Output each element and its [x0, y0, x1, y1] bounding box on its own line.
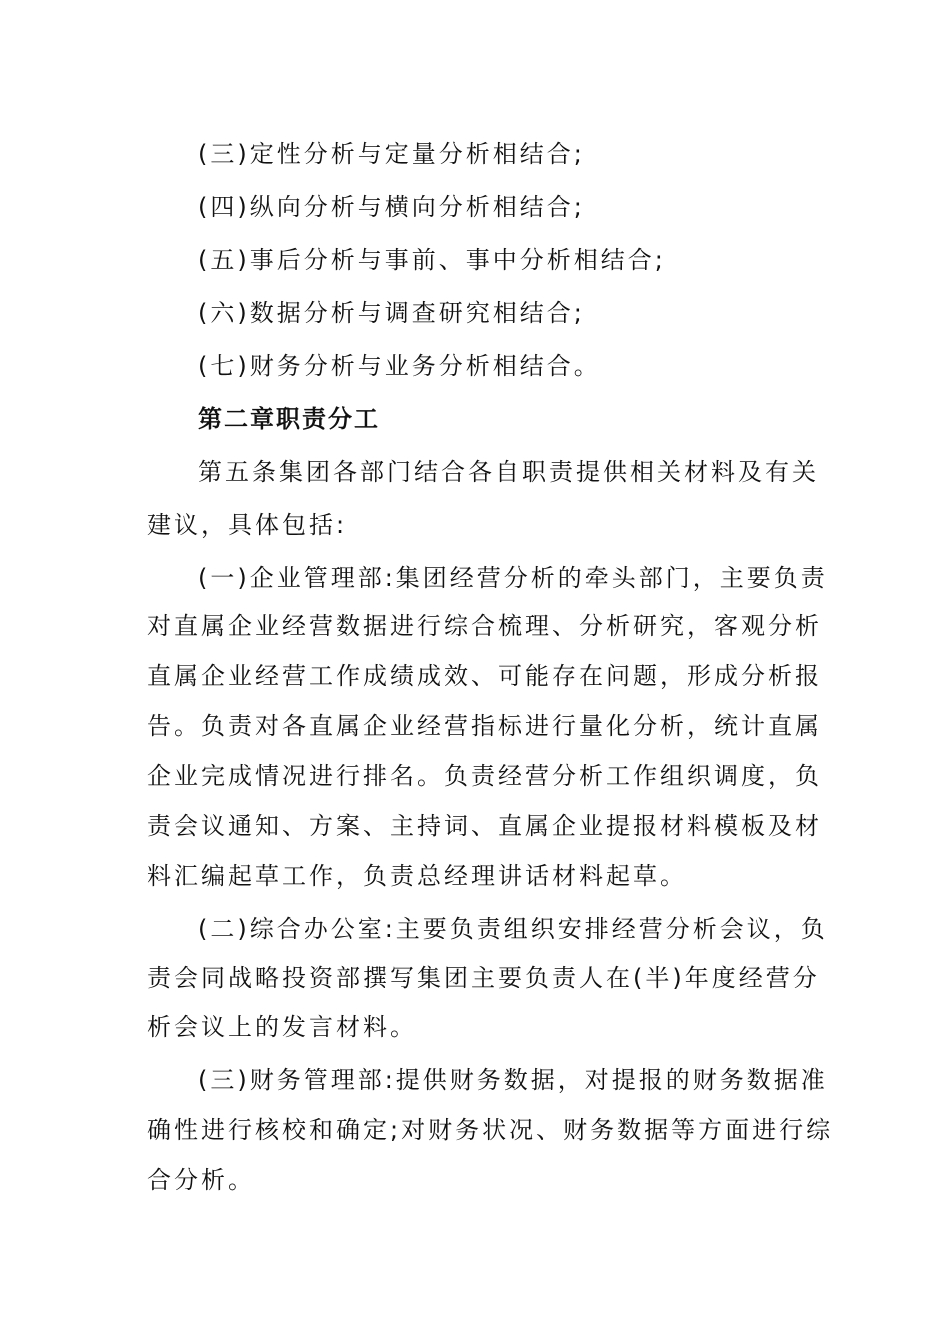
article-5-line-2: 建议，具体包括: [147, 511, 348, 539]
enterprise-management-line-1: (一)企业管理部:集团经营分析的牵头部门，主要负责 [198, 564, 828, 592]
chapter-heading: 第二章职责分工 [198, 405, 380, 433]
enterprise-management-line-3: 直属企业经营工作成绩成效、可能存在问题，形成分析报 [147, 662, 822, 690]
enterprise-management-line-5: 企业完成情况进行排名。负责经营分析工作组织调度，负 [147, 762, 822, 790]
enterprise-management-line-4: 告。负责对各直属企业经营指标进行量化分析，统计直属 [147, 712, 822, 740]
enterprise-management-line-6: 责会议通知、方案、主持词、直属企业提报材料模板及材 [147, 812, 822, 840]
enterprise-management-line-7: 料汇编起草工作，负责总经理讲话材料起草。 [147, 862, 687, 890]
general-office-line-2: 责会同战略投资部撰写集团主要负责人在(半)年度经营分 [147, 964, 820, 992]
finance-management-line-2: 确性进行核校和确定;对财务状况、财务数据等方面进行综 [147, 1116, 834, 1144]
article-5-line-1: 第五条集团各部门结合各自职责提供相关材料及有关 [198, 458, 819, 486]
principle-item-7: (七)财务分析与业务分析相结合。 [198, 352, 601, 380]
principle-item-6: (六)数据分析与调查研究相结合; [198, 299, 585, 327]
principle-item-5: (五)事后分析与事前、事中分析相结合; [198, 246, 666, 274]
general-office-line-3: 析会议上的发言材料。 [147, 1013, 417, 1041]
finance-management-line-3: 合分析。 [147, 1166, 255, 1194]
enterprise-management-line-2: 对直属企业经营数据进行综合梳理、分析研究，客观分析 [147, 612, 822, 640]
finance-management-line-1: (三)财务管理部:提供财务数据，对提报的财务数据准 [198, 1066, 828, 1094]
principle-item-4: (四)纵向分析与横向分析相结合; [198, 193, 585, 221]
principle-item-3: (三)定性分析与定量分析相结合; [198, 140, 585, 168]
general-office-line-1: (二)综合办公室:主要负责组织安排经营分析会议，负 [198, 915, 828, 943]
